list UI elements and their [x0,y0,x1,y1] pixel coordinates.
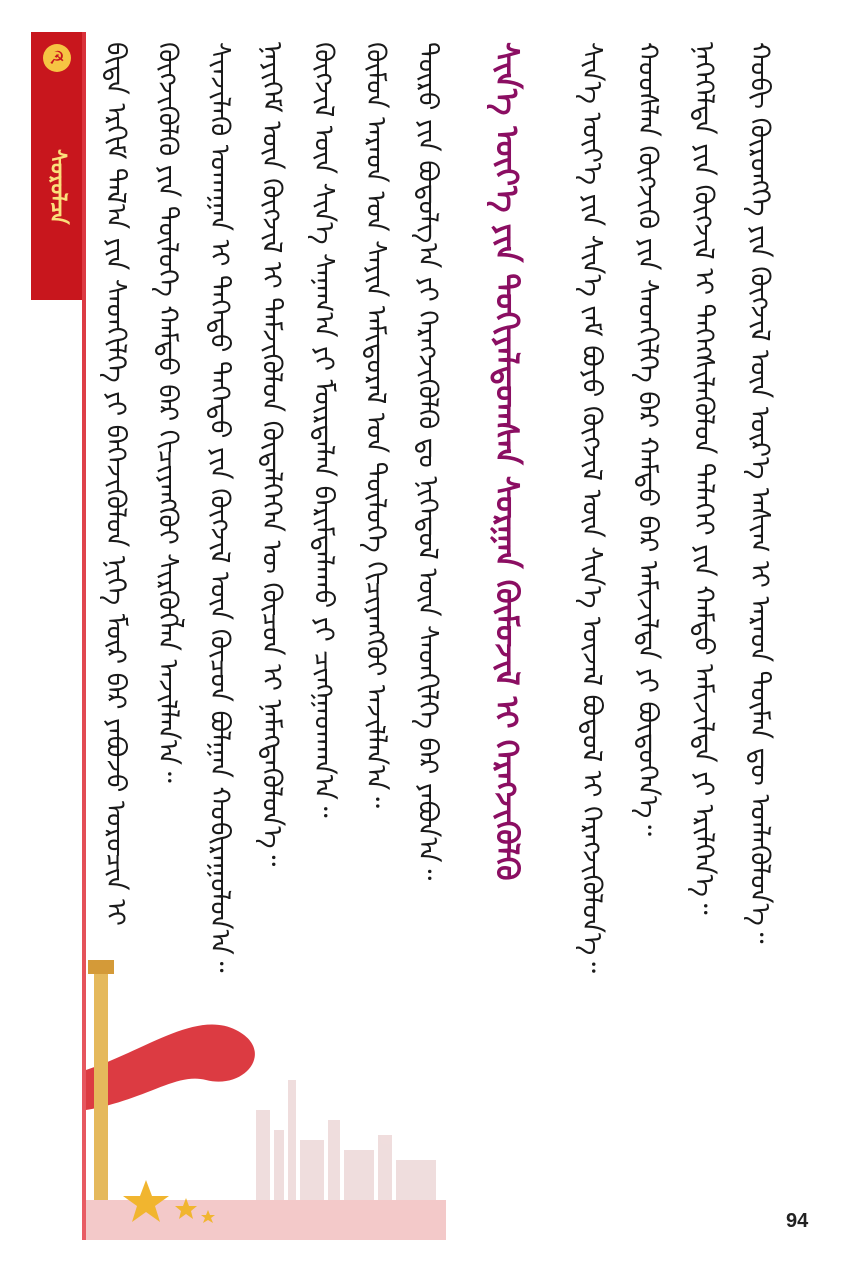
paragraph-line: ᠬᠣᠣᠰᠯᠠᠨ ᠬᠥᠭᠵᠢᠬᠦ ᠶᠢᠨ ᠰᠡᠳᠬᠢᠯᠭᠡ ᠪᠡᠷ ᠬᠠᠮᠲᠤ ᠪᠡᠷ ᠠᠮᠢᠵᠢᠯᠲᠠ ᠶᠢ ᠪᠦᠲᠦᠭᠡᠨ᠎ᠡ᠃ [632,42,663,837]
chapter-tab [31,32,83,300]
chapter-tab-label-wrap [31,82,83,292]
paragraph-line: ᠬᠥᠭᠵᠢᠭᠦᠯᠬᠦ ᠶᠢᠨ ᠲᠥᠯᠦᠭᠡ ᠬᠠᠮᠲᠤ ᠪᠡᠷ ᠬᠢᠴᠢᠶᠡᠩᠭᠦᠢ ᠰᠢᠷᠭᠦᠭᠯᠡᠨ ᠠᠵᠢᠯᠯᠠᠨ᠎ᠠ᠃ [152,42,183,783]
paragraph-line: ᠰᠢᠨ᠎ᠡ ᠦᠶ᠎ᠡ ᠶᠢᠨ ᠰᠢᠨ᠎ᠡ ᠵᠠᠮ ᠪᠤᠶᠤ ᠬᠥᠭᠵᠢᠯ ᠦᠨ ᠰᠢᠨ᠎ᠡ ᠦᠵᠡᠯ ᠪᠣᠳᠣᠯ ᠢ ᠬᠡᠷᠡᠭᠵᠢᠭᠦᠯᠦᠨ᠎ᠡ᠃ [576,42,607,974]
paragraph-line: ᠬᠣᠪᠢ ᠬᠥᠷᠦᠩᠭᠡ ᠶᠢᠨ ᠬᠥᠭᠵᠢᠯ ᠦᠨ ᠦᠷ᠎ᠡ ᠠᠰᠢᠭ ᠢ ᠠᠷᠠᠳ ᠲᠦᠮᠡᠨ ᠳᠦ ᠡᠳᠯᠡᠭᠦᠯᠦᠨ᠎ᠡ᠃ [744,42,775,944]
section-title: ᠰᠢᠨ᠎ᠡ ᠦᠶ᠎ᠡ ᠶᠢᠨ ᠲᠣᠬᠢᠶᠠᠯᠳᠤᠭᠰᠠᠨ ᠰᠤᠷᠭᠠᠨ ᠬᠦᠮᠦᠵᠢᠯ ᠢ ᠬᠡᠷᠡᠭᠵᠢᠭᠦᠯᠬᠦ [488,42,526,881]
paragraph-line: ᠨᠡᠭᠡᠭᠡᠯᠲᠡ ᠶᠢᠨ ᠬᠥᠭᠵᠢᠯ ᠢ ᠳᠡᠭᠡᠭᠰᠢᠯᠡᠭᠦᠯᠦᠨ ᠳᠡᠯᠡᠬᠡᠢ ᠶᠢᠨ ᠬᠠᠮᠲᠤ ᠠᠮᠢᠵᠢᠯᠲᠠ ᠶᠢ ᠡᠷᠢᠯᠬᠡᠨ᠎ᠡ᠃ [688,42,719,915]
party-emblem-icon: ☭ [43,44,71,72]
paragraph-line: ᠲᠥᠷᠦ ᠶᠢᠨ ᠪᠣᠳᠣᠯᠭ᠎ᠠ ᠶᠢ ᠬᠡᠷᠡᠭᠵᠢᠭᠦᠯᠬᠦ ᠳᠤ ᠨᠢᠭᠡᠳᠦᠯ ᠦᠨ ᠰᠡᠳᠬᠢᠯᠭᠡ ᠪᠡᠷ ᠶᠠᠪᠤᠨ᠎ᠠ᠃ [412,42,443,881]
paragraph-line: ᠬᠦᠮᠦᠨ ᠠᠷᠠᠳ ᠤᠨ ᠰᠠᠶᠢᠨ ᠠᠮᠢᠳᠤᠷᠠᠯ ᠤᠨ ᠲᠥᠯᠦᠭᠡ ᠬᠢᠴᠢᠶᠡᠩᠭᠦᠢ ᠠᠵᠢᠯᠯᠠᠨ᠎ᠠ᠃ [360,42,391,809]
paragraph-line: ᠰᠢᠨᠵᠢᠯᠡᠬᠦ ᠤᠬᠠᠭᠠᠨ ᠢ ᠳᠡᠭᠡᠳᠦ ᠳᠡᠭᠡᠳᠦ ᠶᠢᠨ ᠬᠥᠭᠵᠢᠯ ᠦᠨ ᠬᠦᠴᠦᠨ ᠪᠣᠯᠭᠠᠨ ᠬᠤᠪᠢᠷᠠᠭᠤᠯᠤᠨ᠎ᠠ᠃ [204,42,235,973]
text-body [100,42,820,1192]
chapter-tab-label: ᠰᠤᠷᠤᠯᠴᠠ [45,149,70,225]
paragraph-line: ᠨᠡᠶᠢᠭᠡᠮ ᠦᠨ ᠬᠥᠭᠵᠢᠯ ᠢ ᠳᠡᠮᠵᠢᠭᠦᠯᠦᠨ ᠬᠥᠳᠡᠯᠭᠡᠭᠡᠨ ᠦ ᠬᠦᠴᠦᠨ ᠢ ᠨᠡᠮᠡᠭᠳᠡᠭᠦᠯᠦᠨ᠎ᠡ᠃ [256,42,287,867]
page-number: 94 [786,1210,809,1232]
paragraph-line: ᠪᠢᠳᠡ ᠡᠷᠬᠢᠮ ᠲᠠᠯ᠎ᠠ ᠶᠢᠨ ᠰᠡᠳᠬᠢᠯᠭᠡ ᠶᠢ ᠪᠡᠬᠡᠵᠢᠭᠦᠯᠦᠨ ᠨᠢᠭᠡ ᠮᠥᠷ ᠪᠡᠷ ᠶᠠᠪᠤᠵᠤ ᠣᠷᠤᠴᠢᠨ ᠢ [100,42,131,926]
paragraph-line: ᠬᠥᠭᠵᠢᠯ ᠦᠨ ᠰᠢᠨ᠎ᠡ ᠰᠠᠨᠠᠭ᠎ᠠ ᠶᠢ ᠮᠥᠷᠳᠡᠯᠡᠨ ᠪᠠᠷᠢᠮᠲᠠᠯᠠᠬᠤ ᠶᠢ ᠴᠢᠩᠭᠠᠳᠬᠠᠨ᠎ᠠ᠃ [308,42,339,818]
